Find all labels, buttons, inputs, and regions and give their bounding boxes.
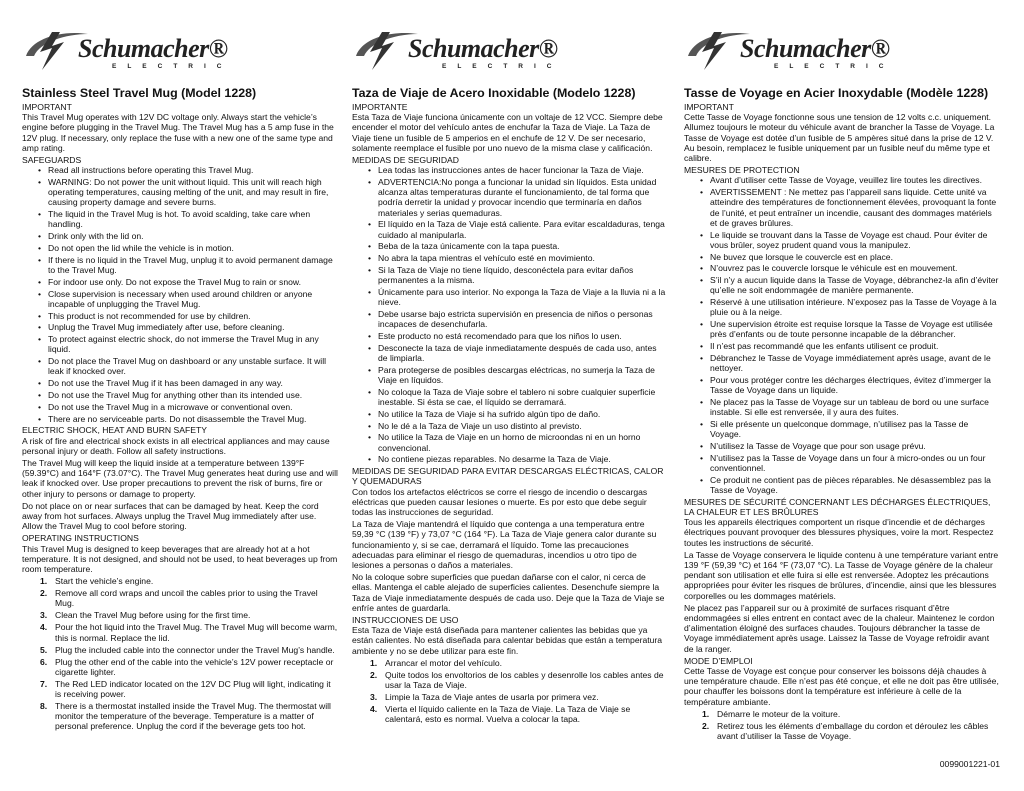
- title: Tasse de Voyage en Acier Inoxydable (Modèle 1228): [684, 86, 989, 100]
- step-text: Quite todos los envoltorios de los cables y desenrolle los cables antes de usar la Taza de Viaje.: [385, 669, 664, 691]
- list-item: • No utilice la Taza de Viaje en un horno de microondas ni en un horno convencional.: [368, 432, 668, 452]
- shock-paragraph: La Taza de Viaje mantendrá el líquido que contenga a una temperatura entre 59,39 °C (139 °F) y 73,07 °C (164 °F). La Taza de Viaje genera calor durante su funcionamiento y, si se cae, derramará el líquido. Tome las precauciones adecuadas para eliminar el riesgo de quemaduras, incendios u otro tipo de lesiones a personas o daños a materiales.: [352, 519, 657, 571]
- step-number: 1.: [40, 576, 48, 587]
- shock-paragraph: Do not place on or near surfaces that can be damaged by heat. Keep the cord away from hot surfaces. Always unplug the Travel Mug immediately after use. Allow the Travel Mug to cool before storing.: [22, 500, 319, 532]
- shock-paragraph: Con todos los artefactos eléctricos se corre el riesgo de incendio o descargas eléctricas que pueden causar lesiones o muerte. Es por esto que debe seguir todas las instrucciones de seguridad.: [352, 486, 648, 518]
- step-item: [370, 670, 668, 690]
- list-item: • No contiene piezas reparables. No desarme la Taza de Viaje.: [368, 454, 668, 464]
- shock-heading: MESURES DE SÉCURITÉ CONCERNANT LES DÉCHARGES ÉLECTRIQUES, LA CHALEUR ET LES BRÛLURES: [684, 496, 991, 518]
- step-item: [40, 622, 338, 642]
- list-item: • The liquid in the Travel Mug is hot. To avoid scalding, take care when handling.: [38, 209, 338, 229]
- safeguards-list: [22, 165, 338, 424]
- step-number: 2.: [370, 669, 378, 680]
- step-number: 4.: [370, 704, 378, 715]
- step-number: 5.: [40, 644, 48, 655]
- step-number: 6.: [40, 656, 48, 667]
- brand-sub: ELECTRIC: [112, 63, 233, 70]
- step-text: Remove all cord wraps and uncoil the cables prior to using the Travel Mug.: [55, 588, 318, 609]
- list-item: • Si elle présente un quelconque dommage, n’utilisez pas la Tasse de Voyage.: [700, 419, 1000, 439]
- step-text: Plug the other end of the cable into the vehicle’s 12V power receptacle or cigarette lighter.: [55, 656, 334, 677]
- step-text: Arrancar el motor del vehículo.: [385, 657, 503, 668]
- list-item: • Il n’est pas recommandé que les enfants utilisent ce produit.: [700, 341, 1000, 351]
- shock-paragraph: Tous les appareils électriques comportent un risque d’incendie et de décharges électriques pouvant provoquer des blessures physiques, voire la mort. Respectez toutes les instructions de sécurité.: [684, 517, 994, 548]
- step-number: 4.: [40, 622, 48, 633]
- step-item: [702, 721, 1000, 741]
- list-item: • To protect against electric shock, do not immerse the Travel Mug in any liquid.: [38, 334, 338, 354]
- list-item: • N’ouvrez pas le couvercle lorsque le véhicule est en mouvement.: [700, 263, 1000, 273]
- step-text: Clean the Travel Mug before using for the first time.: [55, 610, 251, 621]
- list-item: • WARNING: Do not power the unit without liquid. This unit will reach high operating temperatures, causing melting of the unit, and may result in fire, causing property damage and severe burns.: [38, 177, 338, 208]
- step-number: 1.: [702, 708, 710, 719]
- step-number: 7.: [40, 678, 48, 689]
- title: Taza de Viaje de Acero Inoxidable (Modelo 1228): [352, 86, 636, 100]
- important-heading: IMPORTANT: [22, 102, 72, 112]
- list-item: • Do not use the Travel Mug in a microwave or conventional oven.: [38, 402, 338, 412]
- steps-list: [684, 709, 1000, 741]
- step-text: The Red LED indicator located on the 12V DC Plug will light, indicating it is receiving power.: [55, 678, 331, 700]
- brand-name: Schumacher®: [408, 34, 558, 63]
- list-item: • Read all instructions before operating this Travel Mug.: [38, 165, 338, 175]
- list-item: • Debe usarse bajo estricta supervisión en presencia de niños o personas incapaces de desenchufarla.: [368, 309, 668, 329]
- list-item: • No abra la tapa mientras el vehículo esté en movimiento.: [368, 253, 668, 263]
- step-text: There is a thermostat installed inside the Travel Mug. The thermostat will monitor the temperature of the beverage. Temperature is a matter of personal preference. Unplug the cord if the beverage gets too hot.: [55, 701, 331, 732]
- shock-paragraph: Ne placez pas l’appareil sur ou à proximité de surfaces risquant d’être endommagées si elles entrent en contact avec de la chaleur. Maintenez le cordon d’alimentation éloigné des surfaces chaudes. Toujours débrancher la tasse de Voyage immédiatement après usage. Laissez la Tasse de Voyage refroidir avant de la ranger.: [684, 602, 995, 654]
- list-item: • N’utilisez pas la Tasse de Voyage dans un four à micro-ondes ou un four conventionnel.: [700, 453, 1000, 473]
- list-item: • This product is not recommended for use by children.: [38, 311, 338, 321]
- operating-heading: INSTRUCCIONES DE USO: [352, 615, 459, 626]
- list-item: • Close supervision is necessary when used around children or anyone incapable of unplugging the Travel Mug.: [38, 289, 338, 309]
- step-text: Plug the included cable into the connector under the Travel Mug’s handle.: [55, 644, 335, 655]
- step-number: 8.: [40, 701, 48, 712]
- shock-paragraph: The Travel Mug will keep the liquid inside at a temperature between 139°F (59.39°C) and 164°F (73.07°C). The Travel Mug generates heat during use and will leak if knocked over. Use proper precautions to prevent the risk of burns, fire or other injury to persons or damage to property.: [22, 458, 338, 499]
- operating-heading: OPERATING INSTRUCTIONS: [22, 533, 139, 544]
- list-item: • Do not open the lid while the vehicle is in motion.: [38, 243, 338, 253]
- list-item: • Este producto no está recomendado para que los niños lo usen.: [368, 331, 668, 341]
- list-item: • AVERTISSEMENT : Ne mettez pas l’appareil sans liquide. Cette unité va atteindre des températures de fonctionnement élevées, provoquant la fonte de l’unité, et peut entraîner un incendie, causant des dommages matériels et de graves brûlures.: [700, 187, 1000, 228]
- operating-text: Cette Tasse de Voyage est conçue pour conserver les boissons déjà chaudes à une température chaude. Elle n’est pas été conçue, et elle ne doit pas être utilisée, pour chauffer les boissons dont la température est inférieure à celle de la température ambiante.: [684, 666, 999, 707]
- step-item: [40, 679, 338, 699]
- safeguards-heading: MESURES DE PROTECTION: [684, 165, 800, 176]
- step-text: Start the vehicle’s engine.: [55, 576, 154, 587]
- list-item: • Do not place the Travel Mug on dashboard or any unstable surface. It will leak if knocked over.: [38, 356, 338, 376]
- step-text: Pour the hot liquid into the Travel Mug. The Travel Mug will become warm, this is normal. Replace the lid.: [55, 622, 338, 643]
- steps-list: [22, 576, 338, 731]
- step-text: Retirez tous les éléments d’emballage du cordon et déroulez les câbles avant d’utiliser la Tasse de Voyage.: [717, 720, 989, 742]
- operating-text: Esta Taza de Viaje está diseñada para mantener calientes las bebidas que ya están calientes. No está diseñada para calentar bebidas que están a temperatura ambiente y no se debe utilizar para este fin.: [352, 625, 663, 656]
- step-text: Limpie la Taza de Viaje antes de usarla por primera vez.: [385, 692, 599, 703]
- safeguards-heading: MEDIDAS DE SEGURIDAD: [352, 155, 459, 166]
- step-item: [40, 657, 338, 677]
- list-item: • Ne buvez que lorsque le couvercle est en place.: [700, 252, 1000, 262]
- list-item: • Lea todas las instrucciones antes de hacer funcionar la Taza de Viaje.: [368, 165, 668, 175]
- list-item: • Únicamente para uso interior. No exponga la Taza de Viaje a la lluvia ni a la nieve.: [368, 287, 668, 307]
- list-item: • N’utilisez la Tasse de Voyage que pour son usage prévu.: [700, 441, 1000, 451]
- title: Stainless Steel Travel Mug (Model 1228): [22, 86, 257, 100]
- safeguards-heading: SAFEGUARDS: [22, 155, 82, 166]
- list-item: • Ne placez pas la Tasse de Voyage sur un tableau de bord ou une surface instable. Si elle est renversée, il y aura des fuites.: [700, 397, 1000, 417]
- operating-heading: MODE D’EMPLOI: [684, 655, 753, 666]
- important-text: Cette Tasse de Voyage fonctionne sous une tension de 12 volts c.c. uniquement. Allumez toujours le moteur du véhicule avant de brancher la Tasse de Voyage. La Tasse de Voyage est dotée d’un fusible de 5 ampères situé dans la prise de 12 V. Au besoin, remplacez le fusible uniquement par un fusible neuf du même type et calibre.: [684, 112, 995, 164]
- brand-sub: ELECTRIC: [442, 63, 563, 70]
- list-item: • Une supervision étroite est requise lorsque la Tasse de Voyage est utilisée près d’enfants ou de toute personne incapable de la débrancher.: [700, 319, 1000, 339]
- step-item: [40, 610, 338, 620]
- step-number: 2.: [40, 588, 48, 599]
- steps-list: [352, 658, 668, 725]
- document-number: 0099001221-01: [939, 759, 1000, 769]
- list-item: • Pour vous protéger contre les décharges électriques, évitez d’immerger la Tasse de Voyage dans un liquide.: [700, 375, 1000, 395]
- list-item: • Si la Taza de Viaje no tiene líquido, desconéctela para evitar daños permanentes a la misma.: [368, 265, 668, 285]
- list-item: • Drink only with the lid on.: [38, 231, 338, 241]
- spanish-column: [352, 0, 668, 726]
- step-item: [40, 645, 338, 655]
- safeguards-list: [684, 175, 1000, 495]
- schumacher-logo: [22, 26, 338, 86]
- french-column: [684, 0, 1000, 743]
- safeguards-list: [352, 165, 668, 464]
- shock-heading: MEDIDAS DE SEGURIDAD PARA EVITAR DESCARGAS ELÉCTRICAS, CALOR Y QUEMADURAS: [352, 466, 664, 487]
- list-item: • Para protegerse de posibles descargas eléctricas, no sumerja la Taza de Viaje en líquidos.: [368, 365, 668, 385]
- list-item: • S’il n’y a aucun liquide dans la Tasse de Voyage, débranchez-la afin d’éviter qu’elle ne soit endommagée de manière permanente.: [700, 275, 1000, 295]
- step-text: Vierta el líquido caliente en la Taza de Viaje. La Taza de Viaje se calentará, esto es normal. Vuelva a colocar la tapa.: [385, 704, 631, 725]
- shock-paragraph: A risk of fire and electrical shock exists in all electrical appliances and may cause personal injury or death. Follow all safety instructions.: [22, 435, 330, 456]
- shock-heading: ELECTRIC SHOCK, HEAT AND BURN SAFETY: [22, 425, 207, 436]
- step-item: [370, 658, 668, 668]
- step-item: [370, 692, 668, 702]
- important-heading: IMPORTANTE: [352, 102, 408, 112]
- shock-paragraph: La Tasse de Voyage conservera le liquide contenu à une température variant entre 139 °F (59,39 °C) et 164 °F (73,07 °C). La Tasse de Voyage génère de la chaleur pendant son utilisation et elle fuira si elle est renversée. Adoptez les précautions appropriées pour éviter les risques de brûlures, d’incendie, ainsi que les blessures corporelles ou les dommages matériels.: [684, 549, 999, 601]
- step-item: [702, 709, 1000, 719]
- operating-text: This Travel Mug is designed to keep beverages that are already hot at a hot temperature. It is not designed, and should not be used, to heat beverages up from room temperature.: [22, 543, 338, 575]
- step-text: Démarre le moteur de la voiture.: [717, 708, 841, 719]
- list-item: • El líquido en la Taza de Viaje está caliente. Para evitar escaldaduras, tenga cuidado al manipularla.: [368, 219, 668, 239]
- list-item: • Do not use the Travel Mug for anything other than its intended use.: [38, 390, 338, 400]
- list-item: • Avant d’utiliser cette Tasse de Voyage, veuillez lire toutes les directives.: [700, 175, 1000, 185]
- step-number: 1.: [370, 657, 378, 668]
- brand-name: Schumacher®: [78, 34, 228, 63]
- step-item: [40, 576, 338, 586]
- list-item: • Débranchez le Tasse de Voyage immédiatement après usage, avant de le nettoyer.: [700, 353, 1000, 373]
- step-item: [40, 588, 338, 608]
- step-item: [40, 701, 338, 732]
- list-item: • Ce produit ne contient pas de pièces réparables. Ne désassemblez pas la Tasse de Voyage.: [700, 475, 1000, 495]
- list-item: • Le liquide se trouvant dans la Tasse de Voyage est chaud. Pour éviter de vous brûler, soyez prudent quand vous la manipulez.: [700, 230, 1000, 250]
- list-item: • If there is no liquid in the Travel Mug, unplug it to avoid permanent damage to the Travel Mug.: [38, 255, 338, 275]
- list-item: • ADVERTENCIA:No ponga a funcionar la unidad sin líquidos. Esta unidad alcanza altas temperaturas durante el funcionamiento, de tal forma que podría derretir la unidad y provocar incendio que terminaría en daños materiales y serias quemaduras.: [368, 177, 668, 218]
- step-number: 3.: [370, 692, 378, 703]
- english-column: [22, 0, 338, 733]
- list-item: • No coloque la Taza de Viaje sobre el tablero ni sobre cualquier superficie inestable. Si ésta se cae, el líquido se derramará.: [368, 387, 668, 407]
- list-item: • Beba de la taza únicamente con la tapa puesta.: [368, 241, 668, 251]
- list-item: • For indoor use only. Do not expose the Travel Mug to rain or snow.: [38, 277, 338, 287]
- brand-name: Schumacher®: [740, 34, 890, 63]
- list-item: • Do not use the Travel Mug if it has been damaged in any way.: [38, 378, 338, 388]
- important-text: Esta Taza de Viaje funciona únicamente con un voltaje de 12 VCC. Siempre debe encender el motor del vehículo antes de enchufar la Taza de Viaje. La Taza de Viaje tiene un fusible de 5 amperios en el enchufe de 12 V. De ser necesario, solamente reemplace el fusible por uno nuevo de la misma clase y calificación.: [352, 112, 663, 153]
- list-item: • No utilice la Taza de Viaje si ha sufrido algún tipo de daño.: [368, 409, 668, 419]
- step-item: [370, 704, 668, 724]
- step-number: 2.: [702, 720, 710, 731]
- list-item: • Unplug the Travel Mug immediately after use, before cleaning.: [38, 322, 338, 332]
- shock-paragraph: No la coloque sobre superficies que puedan dañarse con el calor, ni cerca de ellas. Mantenga el cable alejado de superficies calientes. Desenchufe siempre la Taza de Viaje inmediatamente después de cada uso. Deje que la Taza de Viaje se enfríe antes de guardarla.: [352, 572, 665, 613]
- important-text: This Travel Mug operates with 12V DC voltage only. Always start the vehicle’s engine before plugging in the Travel Mug. The Travel Mug has a 5 amp fuse in the 12V plug. If necessary, only replace the fuse with a new one of the same type and amp rating.: [22, 112, 334, 153]
- list-item: • Desconecte la taza de viaje inmediatamente después de cada uso, antes de limpiarla.: [368, 343, 668, 363]
- schumacher-logo: [352, 26, 668, 86]
- list-item: • Réservé à une utilisation intérieure. N’exposez pas la Tasse de Voyage à la pluie ou à la neige.: [700, 297, 1000, 317]
- schumacher-logo: [684, 26, 1000, 86]
- important-heading: IMPORTANT: [684, 102, 734, 112]
- step-number: 3.: [40, 610, 48, 621]
- list-item: • There are no serviceable parts. Do not disassemble the Travel Mug.: [38, 414, 338, 424]
- list-item: • No le dé a la Taza de Viaje un uso distinto al previsto.: [368, 421, 668, 431]
- brand-sub: ELECTRIC: [774, 63, 895, 70]
